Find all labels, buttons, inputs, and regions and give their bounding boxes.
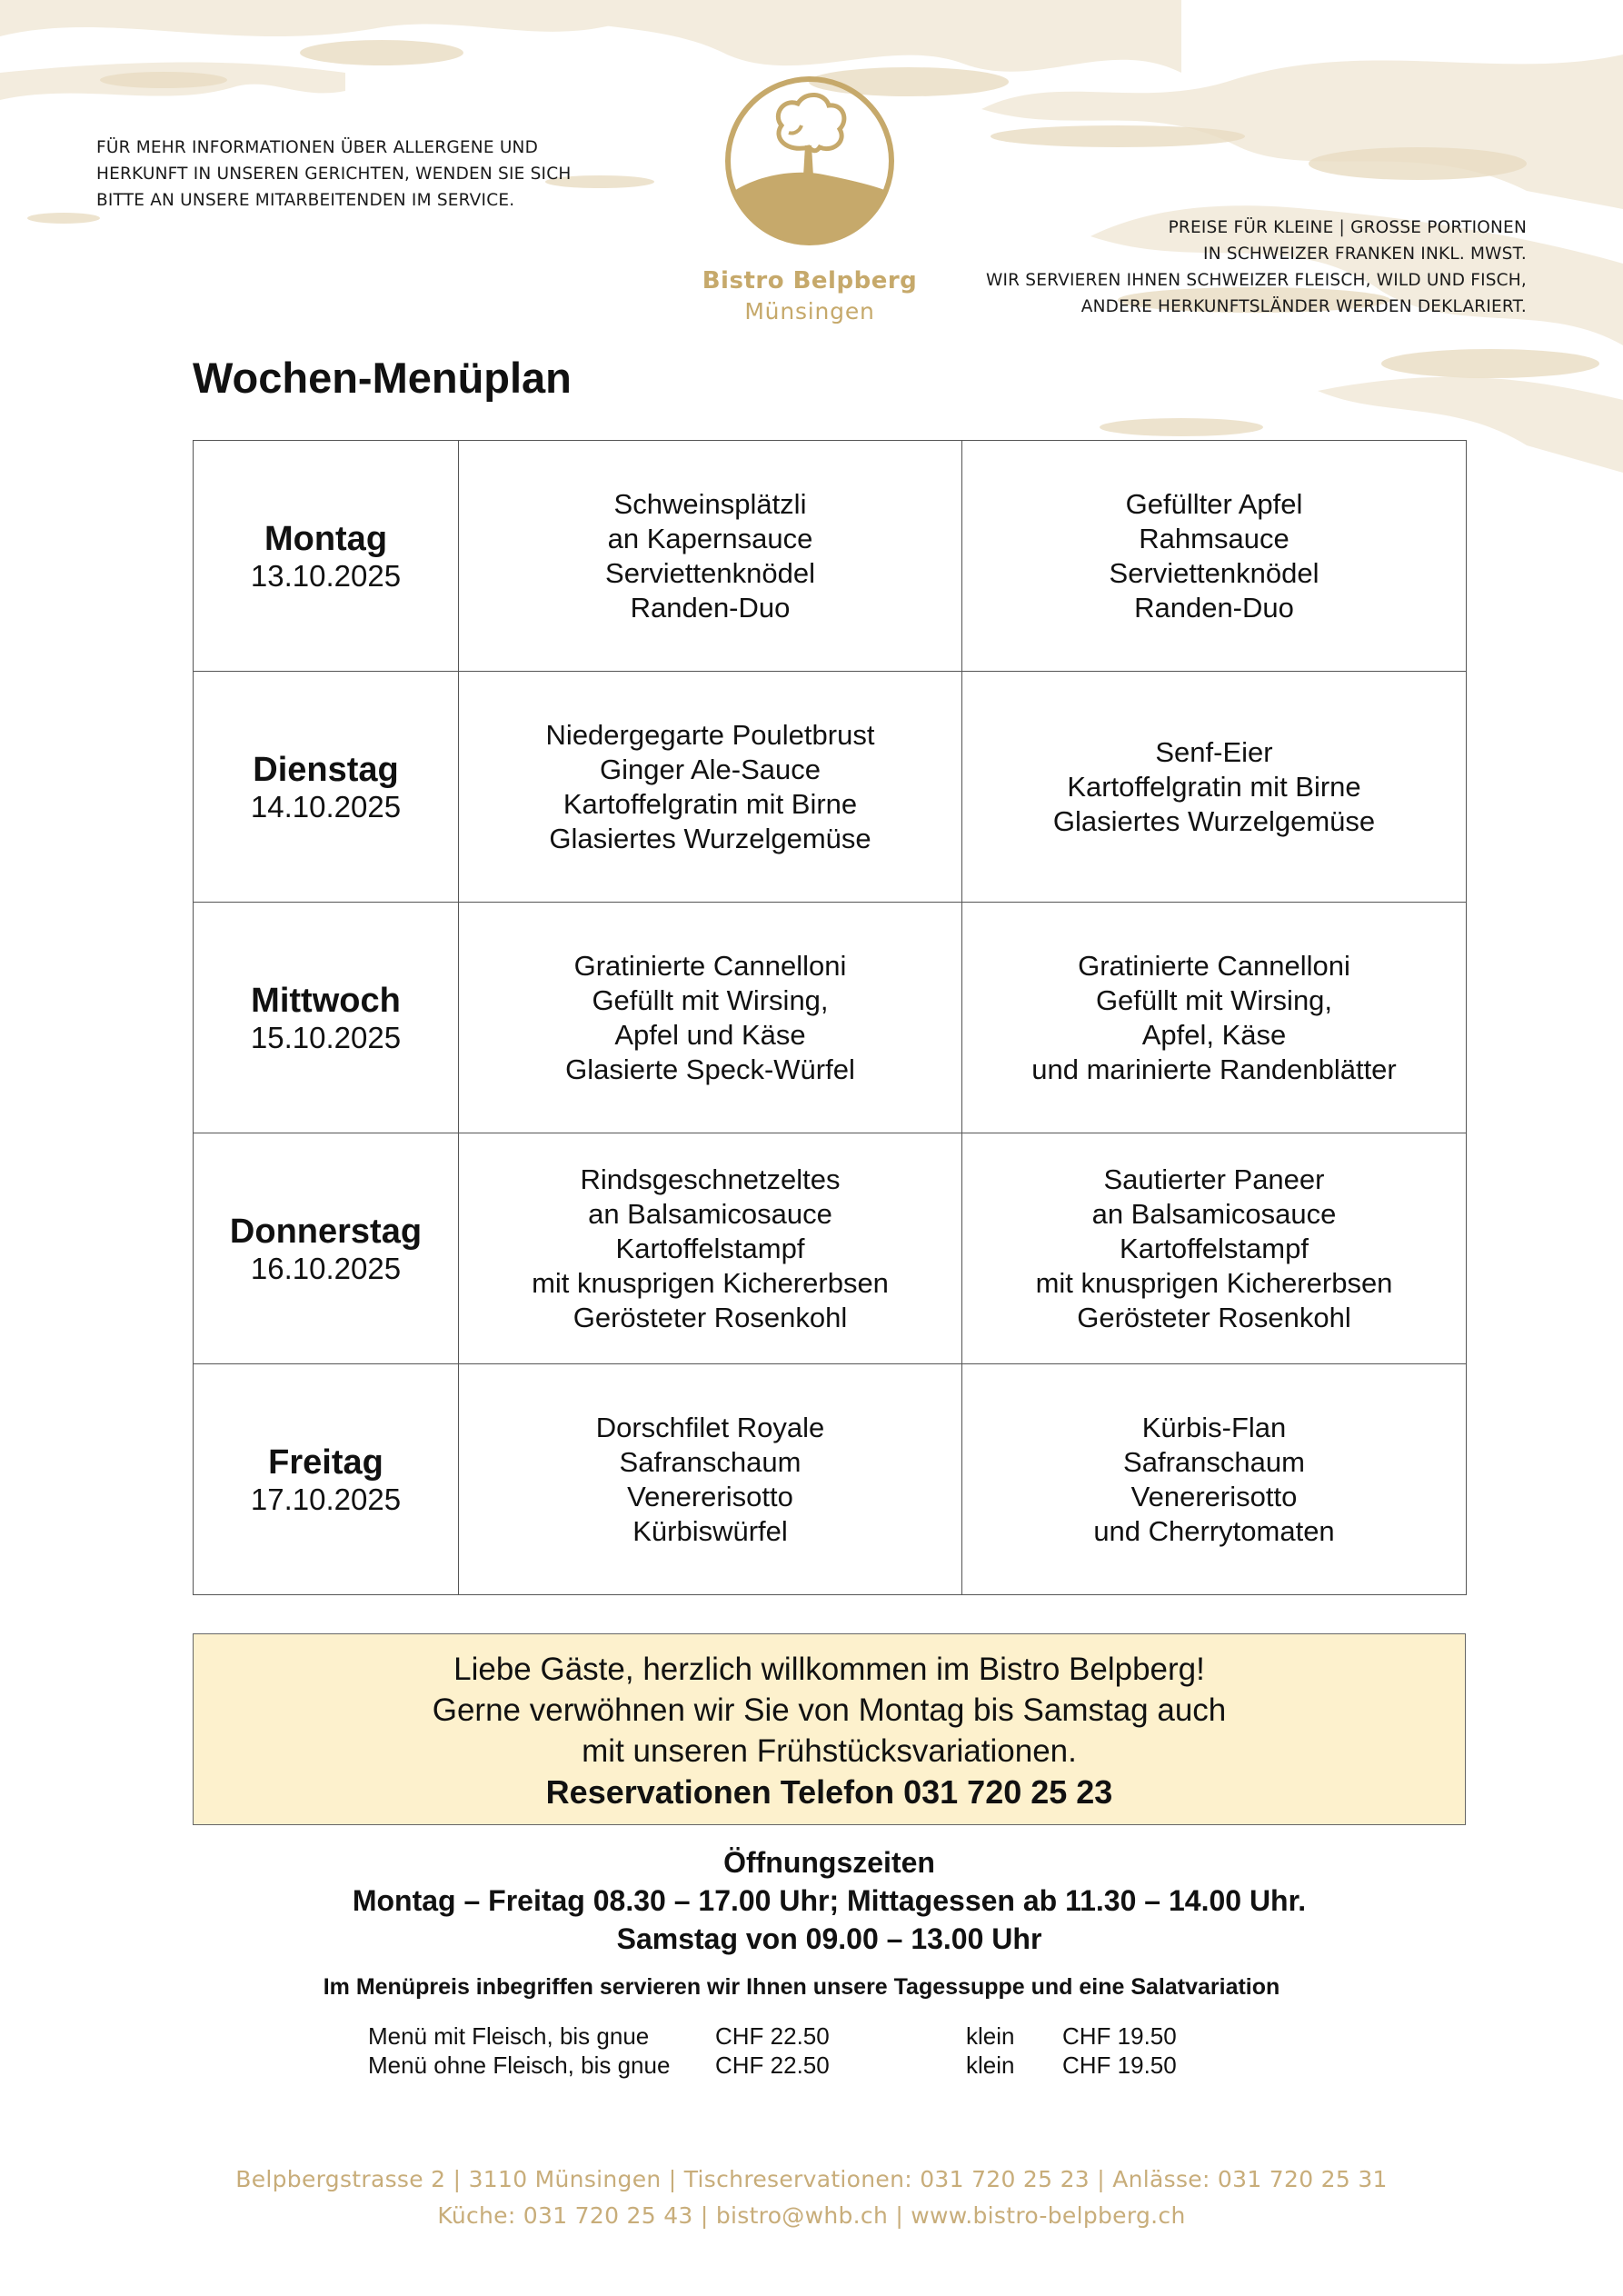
day-cell [194,672,459,903]
dish-line: Rindsgeschnetzeltes [580,1163,841,1195]
small-label: klein [966,2022,1015,2050]
day-name: Freitag [268,1442,383,1482]
price-value: CHF 22.50 [715,2022,830,2050]
dish-line: Kürbis-Flan [1141,1411,1287,1443]
dish-line: an Balsamicosauce [588,1197,832,1230]
menu-body [194,441,1467,1595]
price-row [368,2021,1222,2051]
menu-row [194,672,1467,903]
small-price: CHF 19.50 [1062,2051,1177,2079]
dish-line: Kartoffelgratin mit Birne [1067,770,1361,803]
menu-row [194,441,1467,672]
menu-row [194,903,1467,1133]
price-row [368,2051,1222,2080]
day-date: 14.10.2025 [250,789,402,824]
dish-line: Sautierter Paneer [1103,1163,1325,1195]
price-item: Menü mit Fleisch, bis gnue [368,2022,650,2050]
dish-line: Gefüllter Apfel [1125,487,1303,520]
day-name: Mittwoch [251,981,401,1020]
reservation-phone: Reservationen Telefon 031 720 25 23 [545,1773,1113,1811]
welcome-box [193,1633,1466,1825]
day-name: Donnerstag [229,1212,423,1251]
opening-hours-title: Öffnungszeiten [723,1846,935,1879]
dish-line: Safranschaum [1123,1445,1305,1478]
menu-row [194,1364,1467,1595]
dish-line: Glasiertes Wurzelgemüse [1052,804,1376,837]
dish-line: Kürbiswürfel [632,1514,788,1547]
day-cell [194,441,459,672]
footer-address: Belpbergstrasse 2 | 3110 Münsingen | Tischreservationen: 031 720 25 23 | Anlässe: 031 720 25 31 [235,2166,1388,2192]
dish-line: und Cherrytomaten [1093,1514,1335,1547]
weekly-menu-table [193,440,1467,1595]
dish-line: Rahmsauce [1139,522,1289,554]
meat-dish-cell [459,672,962,903]
dish-line: Glasiertes Wurzelgemüse [549,822,871,854]
dish-line: Dorschfilet Royale [595,1411,825,1443]
day-name: Montag [264,519,388,558]
dish-line: Kartoffelgratin mit Birne [563,787,858,820]
dish-line: Serviettenknödel [605,556,815,589]
dish-line: Apfel und Käse [614,1018,806,1051]
dish-line: an Kapernsauce [607,522,813,554]
welcome-line: Gerne verwöhnen wir Sie von Montag bis Samstag auch [432,1692,1227,1728]
dish-line: Niedergegarte Pouletbrust [545,718,875,751]
dish-line: Safranschaum [619,1445,802,1478]
dish-line: Kartoffelstampf [615,1232,805,1264]
opening-hours [193,1843,1466,1958]
dish-line: Gefüllt mit Wirsing, [1095,983,1333,1016]
dish-line: Serviettenknödel [1109,556,1319,589]
day-cell [194,903,459,1133]
opening-hours-weekdays: Montag – Freitag 08.30 – 17.00 Uhr; Mittagessen ab 11.30 – 14.00 Uhr. [352,1884,1307,1917]
meat-dish-cell [459,1364,962,1595]
dish-line: Randen-Duo [1134,591,1294,624]
allergen-note: FÜR MEHR INFORMATIONEN ÜBER ALLERGENE UND HERKUNFT IN UNSEREN GERICHTEN, WENDEN SIE SICH BITTE AN UNSERE MITARBEITENDEN IM SERVICE. [96,138,572,210]
price-item: Menü ohne Fleisch, bis gnue [368,2051,671,2079]
dish-line: Ginger Ale-Sauce [600,753,821,785]
opening-hours-saturday: Samstag von 09.00 – 13.00 Uhr [616,1922,1042,1955]
dish-line: Gerösteter Rosenkohl [1077,1301,1351,1333]
day-cell [194,1364,459,1595]
footer-contact-line: Küche: 031 720 25 43 | bistro@whb.ch | www.bistro-belpberg.ch [437,2202,1186,2229]
day-date: 15.10.2025 [250,1020,402,1054]
small-price: CHF 19.50 [1062,2022,1177,2050]
vegetarian-dish-cell [962,441,1467,672]
dish-line: Gratinierte Cannelloni [1078,949,1350,982]
dish-line: Kartoffelstampf [1120,1232,1309,1264]
dish-line: Venererisotto [1130,1480,1298,1512]
dish-line: Venererisotto [627,1480,793,1512]
dish-line: Schweinsplätzli [613,487,807,520]
dish-line: Gratinierte Cannelloni [573,949,847,982]
brand-name: Bistro Belpberg [702,267,918,294]
welcome-line: mit unseren Frühstücksvariationen. [582,1733,1077,1769]
dish-line: und marinierte Randenblätter [1031,1053,1397,1085]
dish-line: Randen-Duo [630,591,791,624]
vegetarian-dish-cell [962,672,1467,903]
dish-line: Apfel, Käse [1141,1018,1287,1051]
dish-line: mit knusprigen Kichererbsen [1035,1266,1393,1299]
day-date: 16.10.2025 [250,1251,402,1285]
day-date: 17.10.2025 [250,1482,402,1516]
page-title: Wochen-Menüplan [193,354,572,402]
dish-line: Senf-Eier [1155,735,1273,768]
meat-dish-cell [459,1133,962,1364]
day-cell [194,1133,459,1364]
dish-line: Gefüllt mit Wirsing, [592,983,829,1016]
price-note: PREISE FÜR KLEINE | GROSSE PORTIONEN IN SCHWEIZER FRANKEN INKL. MWST. WIR SERVIEREN IHNEN SCHWEIZER FLEISCH, WILD UND FISCH, ANDERE HERKUNFTSLÄNDER WERDEN DEKLARIERT. [985,218,1527,316]
vegetarian-dish-cell [962,903,1467,1133]
welcome-line: Liebe Gäste, herzlich willkommen im Bistro Belpberg! [453,1652,1205,1687]
included-note: Im Menüpreis inbegriffen servieren wir Ihnen unsere Tagessuppe und eine Salatvariation [323,1974,1280,2000]
brand-town: Münsingen [744,298,875,324]
vegetarian-dish-cell [962,1133,1467,1364]
day-name: Dienstag [253,750,399,789]
dish-line: an Balsamicosauce [1091,1197,1337,1230]
footer-contact [0,2161,1623,2234]
price-list [368,2021,1222,2080]
price-value: CHF 22.50 [715,2051,830,2079]
dish-line: Gerösteter Rosenkohl [573,1301,848,1333]
small-label: klein [966,2051,1015,2079]
meat-dish-cell [459,441,962,672]
vegetarian-dish-cell [962,1364,1467,1595]
dish-line: Glasierte Speck-Würfel [565,1053,855,1085]
dish-line: mit knusprigen Kichererbsen [532,1266,889,1299]
day-date: 13.10.2025 [250,558,402,593]
menu-row [194,1133,1467,1364]
meat-dish-cell [459,903,962,1133]
